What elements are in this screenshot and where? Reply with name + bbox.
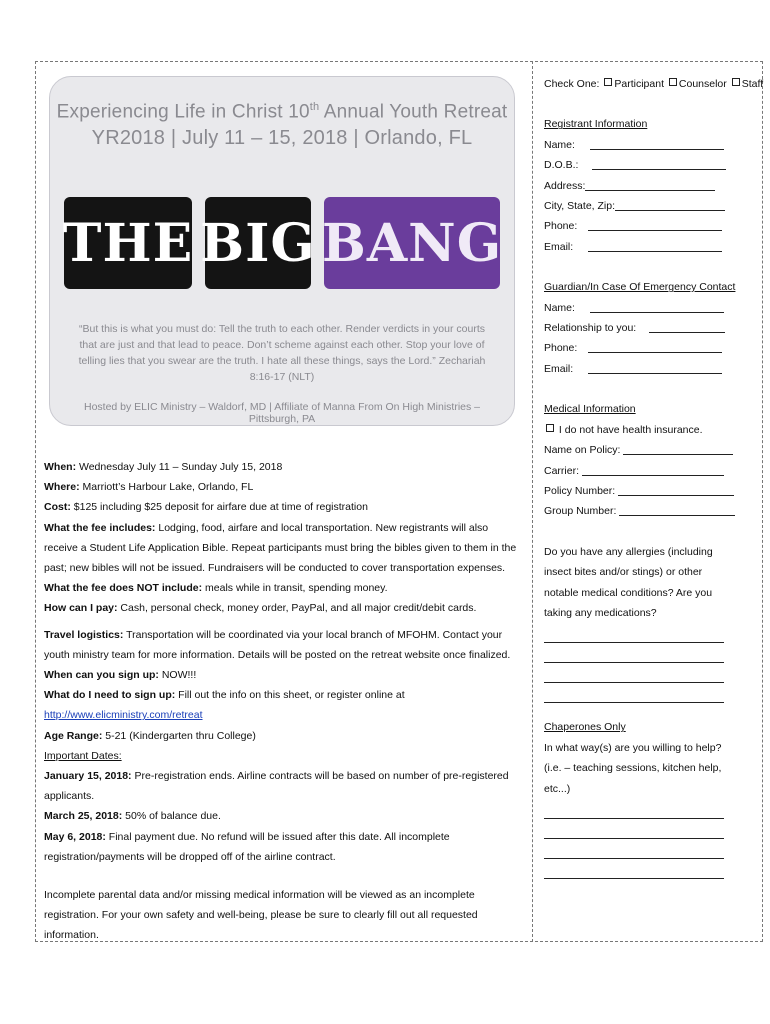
registrant-address-row: Address: [544,176,756,196]
logo-word-the: THE [64,197,192,289]
logo-word-bang: BANG [324,197,500,289]
registrant-name-row: Name: [544,135,756,155]
policy-name-row: Name on Policy: [544,440,756,460]
where-line: Where: Marriott’s Harbour Lake, Orlando, FL [44,481,254,494]
policy-number-row: Policy Number: [544,481,756,501]
allergies-line-4[interactable] [544,683,724,703]
date-january: January 15, 2018: Pre-registration ends. Airline contracts will be based on number of pre-registered applicants. [44,770,509,803]
registrant-dob-field[interactable] [592,156,726,170]
payment-methods: How can I pay: Cash, personal check, money order, PayPal, and all major credit/debit cards. [44,602,477,615]
logo-word-big: BIG [205,197,311,289]
column-divider [532,61,533,942]
guardian-phone-field[interactable] [588,339,722,353]
policy-number-field[interactable] [618,482,734,496]
chaperones-line-3[interactable] [544,839,724,859]
fee-includes: What the fee includes: Lodging, food, airfare and local transportation. New registrants will also receive a Student Life Application Bible. Repeat participants must bring the bibles given to them in the past; new bibles will not be issued. Fundraisers will be conducted to cover transportation expenses. [44,521,517,575]
chaperones-title: Chaperones Only [544,721,626,734]
registrant-email-field[interactable] [588,238,722,252]
no-insurance-checkbox[interactable] [546,424,554,432]
guardian-phone-row: Phone: [544,338,756,358]
cost-line: Cost: $125 including $25 deposit for airfare due at time of registration [44,501,368,514]
host-line: Hosted by ELIC Ministry – Waldorf, MD | Affiliate of Manna From On High Ministries – Pittsburgh, PA [83,401,481,425]
chaperones-line-1[interactable] [544,799,724,819]
signup-when: When can you sign up: NOW!!! [44,669,197,682]
banner-title-line1: Experiencing Life in Christ 10th Annual Youth Retreat [56,101,508,123]
age-range: Age Range: 5-21 (Kindergarten thru College) [44,729,256,742]
carrier-field[interactable] [582,462,724,476]
incomplete-note: Incomplete parental data and/or missing medical information will be viewed as an incomplete registration. For your own safety and well-being, please be sure to clearly fill out all requested information. [44,889,478,942]
check-one-row: Check One: Participant Counselor Staff [544,78,764,90]
guardian-name-row: Name: [544,298,756,318]
registrant-phone-field[interactable] [588,217,722,231]
guardian-relationship-field[interactable] [649,319,725,333]
allergies-line-1[interactable] [544,623,724,643]
registrant-dob-row: D.O.B.: [544,155,756,175]
when-line: When: Wednesday July 11 – Sunday July 15, 2018 [44,461,283,473]
guardian-email-row: Email: [544,359,756,379]
guardian-relationship-row: Relationship to you: [544,318,756,338]
medical-title: Medical Information [544,403,636,416]
retreat-details [44,457,524,946]
chaperones-line-4[interactable] [544,859,724,879]
travel-logistics: Travel logistics: Transportation will be coordinated via your local branch of MFOHM. Contact your youth ministry team for more information. Details will be posted on the retreat website once finalized. [44,628,511,661]
guardian-title: Guardian/In Case Of Emergency Contact [544,281,736,294]
allergies-question: Do you have any allergies (including insect bites and/or stings) or other notable medical conditions? Are you taking any medications? [544,545,713,619]
guardian-email-field[interactable] [588,360,722,374]
policy-name-field[interactable] [623,441,733,455]
important-dates-heading: Important Dates: [44,749,122,762]
participant-checkbox[interactable] [604,78,612,86]
counselor-checkbox[interactable] [669,78,677,86]
registration-form [544,74,764,879]
staff-checkbox[interactable] [732,78,740,86]
group-number-field[interactable] [619,502,735,516]
chaperones-question: In what way(s) are you willing to help? (i.e. – teaching sessions, kitchen help, etc...) [544,741,722,795]
date-march: March 25, 2018: 50% of balance due. [44,810,221,823]
registrant-city-row: City, State, Zip: [544,196,756,216]
signup-how: What do I need to sign up: Fill out the info on this sheet, or register online at http://www.elicministry.com/retreat [44,689,405,722]
scripture-quote: “But this is what you must do: Tell the truth to each other. Render verdicts in your courts that are just and that lead to peace. Don’t scheme against each other. Stop your love of telling lies that you swear are the truth. I hate all these things, says the Lord.” Zechariah 8:16-17 (NLT) [78,323,486,383]
banner-title-line2: YR2018 | July 11 – 15, 2018 | Orlando, FL [91,127,473,149]
big-bang-logo [62,195,503,291]
no-insurance-row: I do not have health insurance. [544,420,756,440]
carrier-row: Carrier: [544,461,756,481]
retreat-banner [49,76,515,426]
registrant-city-field[interactable] [615,197,725,211]
registrant-title: Registrant Information [544,118,648,131]
group-number-row: Group Number: [544,501,756,521]
allergies-line-2[interactable] [544,643,724,663]
registrant-address-field[interactable] [585,177,715,191]
chaperones-line-2[interactable] [544,819,724,839]
registrant-phone-row: Phone: [544,216,756,236]
retreat-link[interactable]: http://www.elicministry.com/retreat [44,709,203,722]
registrant-email-row: Email: [544,237,756,257]
date-may: May 6, 2018: Final payment due. No refund will be issued after this date. All incomplete registration/payments will be dropped off of the airline contract. [44,830,450,863]
allergies-line-3[interactable] [544,663,724,683]
guardian-name-field[interactable] [590,299,724,313]
registrant-name-field[interactable] [590,136,724,150]
fee-excludes: What the fee does NOT include: meals while in transit, spending money. [44,582,388,595]
